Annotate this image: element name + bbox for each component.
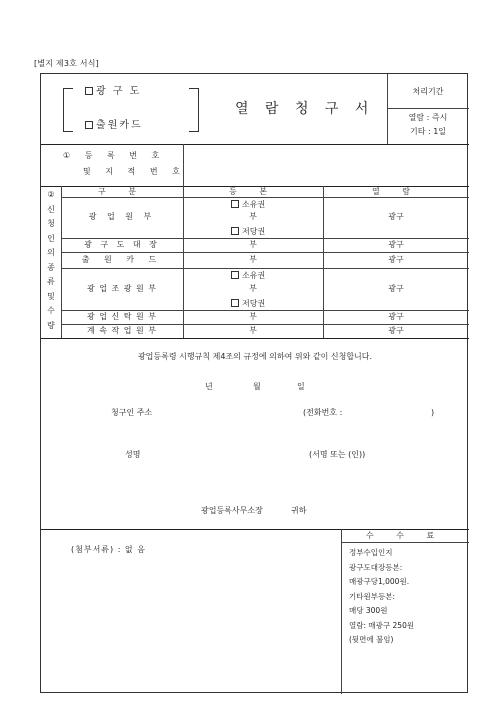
column-header-view: 열 람 <box>372 187 420 196</box>
divider <box>61 252 469 253</box>
phone-number-close: ) <box>431 408 435 417</box>
option-application-card[interactable]: 출원카드 <box>85 121 143 131</box>
divider <box>61 268 469 269</box>
row-mining-register-mortgage[interactable]: 저당권 <box>231 227 265 236</box>
row-lease-register-owner[interactable]: 소유권 <box>231 271 265 280</box>
row-trust-register-count: 부 <box>249 312 257 321</box>
row-continuation-register-name: 계 속 작 업 원 부 <box>86 326 158 335</box>
fee-line: (뒷면에 불임) <box>349 635 394 644</box>
checkbox-icon[interactable] <box>231 200 239 208</box>
fee-line: 광구도대장등본: <box>349 562 403 572</box>
date-year-label: 년 <box>205 382 213 391</box>
fee-details <box>349 546 414 648</box>
checkbox-icon[interactable] <box>85 87 93 95</box>
left-bracket <box>63 88 73 132</box>
phone-number-label: (전화번호 : <box>303 408 343 417</box>
form-caption: [별지 제3호 서식] <box>34 59 99 68</box>
processing-period-view: 열람 : 즉시 <box>408 113 448 122</box>
divider <box>341 542 469 543</box>
row-application-card-count: 부 <box>249 255 257 264</box>
row-continuation-register-view: 광구 <box>388 326 404 335</box>
applicant-address-field[interactable] <box>161 405 291 419</box>
applicant-name-label: 성명 <box>125 450 141 459</box>
row-lease-register-name: 광 업 조 광 원 부 <box>86 284 158 293</box>
form-title: 열 람 청 구 서 <box>235 101 375 117</box>
registration-number-field[interactable] <box>184 145 468 185</box>
divider <box>61 238 469 239</box>
checkbox-icon[interactable] <box>231 299 239 307</box>
fee-line: 정부수입인지 <box>349 548 393 557</box>
registration-number-label: ① 등 록 번 호 <box>63 151 166 160</box>
applicant-name-field[interactable] <box>151 447 301 461</box>
divider <box>41 529 469 530</box>
row-lease-register-view: 광구 <box>388 284 404 293</box>
divider <box>341 529 342 694</box>
row-lease-register-mortgage[interactable]: 저당권 <box>231 299 265 308</box>
divider <box>61 310 469 311</box>
checkbox-icon[interactable] <box>85 121 93 129</box>
row-mining-register-name: 광 업 원 부 <box>88 212 156 221</box>
cadastral-number-label: 및 지 적 번 호 <box>83 167 186 176</box>
row-map-ledger-view: 광구 <box>388 240 404 249</box>
application-form <box>40 73 468 693</box>
application-statement: 광업등록령 시행규칙 제4조의 규정에 의하여 위와 같이 신청합니다. <box>137 352 373 361</box>
processing-period-label: 처리기간 <box>412 87 444 96</box>
row-mining-register-owner[interactable]: 소유권 <box>231 200 265 209</box>
signature-label: (서명 또는 (인)) <box>309 450 366 459</box>
right-bracket <box>189 88 199 132</box>
divider <box>41 338 469 339</box>
row-trust-register-view: 광구 <box>388 312 404 321</box>
fee-line: 열람: 매광구 250원 <box>349 620 415 630</box>
divider <box>387 108 469 109</box>
divider <box>61 197 469 198</box>
option-map-ledger[interactable]: 광 구 도 <box>85 87 141 97</box>
fee-line: 기타원부등본: <box>349 591 395 601</box>
column-header-copy: 등 본 <box>229 187 277 196</box>
row-mining-register-count: 부 <box>249 212 257 221</box>
row-lease-register-count: 부 <box>249 284 257 293</box>
row-map-ledger-count: 부 <box>249 240 257 249</box>
row-application-card-view: 광구 <box>388 255 404 264</box>
checkbox-icon[interactable] <box>231 227 239 235</box>
recipient-office: 광업등록사무소장 <box>201 506 263 515</box>
row-application-card-name: 출 원 카 드 <box>81 255 163 264</box>
divider <box>61 324 469 325</box>
processing-period-other: 기타 : 1일 <box>409 127 447 136</box>
date-day-label: 일 <box>297 382 305 391</box>
row-map-ledger-name: 광 구 도 대 장 <box>84 240 160 249</box>
phone-number-field[interactable] <box>359 405 427 419</box>
fee-line: 매당 300원 <box>349 606 388 615</box>
document-type-options <box>63 88 213 132</box>
section2-vertical-label: ② 신 청 인 의 종 류 및 수 량 <box>47 190 55 330</box>
row-continuation-register-count: 부 <box>249 326 257 335</box>
attachments-label: (첨부서류) : 없 음 <box>71 545 146 554</box>
recipient-suffix: 귀하 <box>291 506 307 515</box>
column-header-category: 구 분 <box>98 187 146 196</box>
checkbox-icon[interactable] <box>231 271 239 279</box>
applicant-address-label: 청구인 주소 <box>111 408 153 417</box>
row-trust-register-name: 광 업 신 탁 원 부 <box>86 312 158 321</box>
row-mining-register-view: 광구 <box>388 212 404 221</box>
fee-title: 수 수 료 <box>365 531 445 540</box>
fee-line: 매광구당1,000원. <box>349 577 410 586</box>
date-month-label: 월 <box>253 382 261 391</box>
